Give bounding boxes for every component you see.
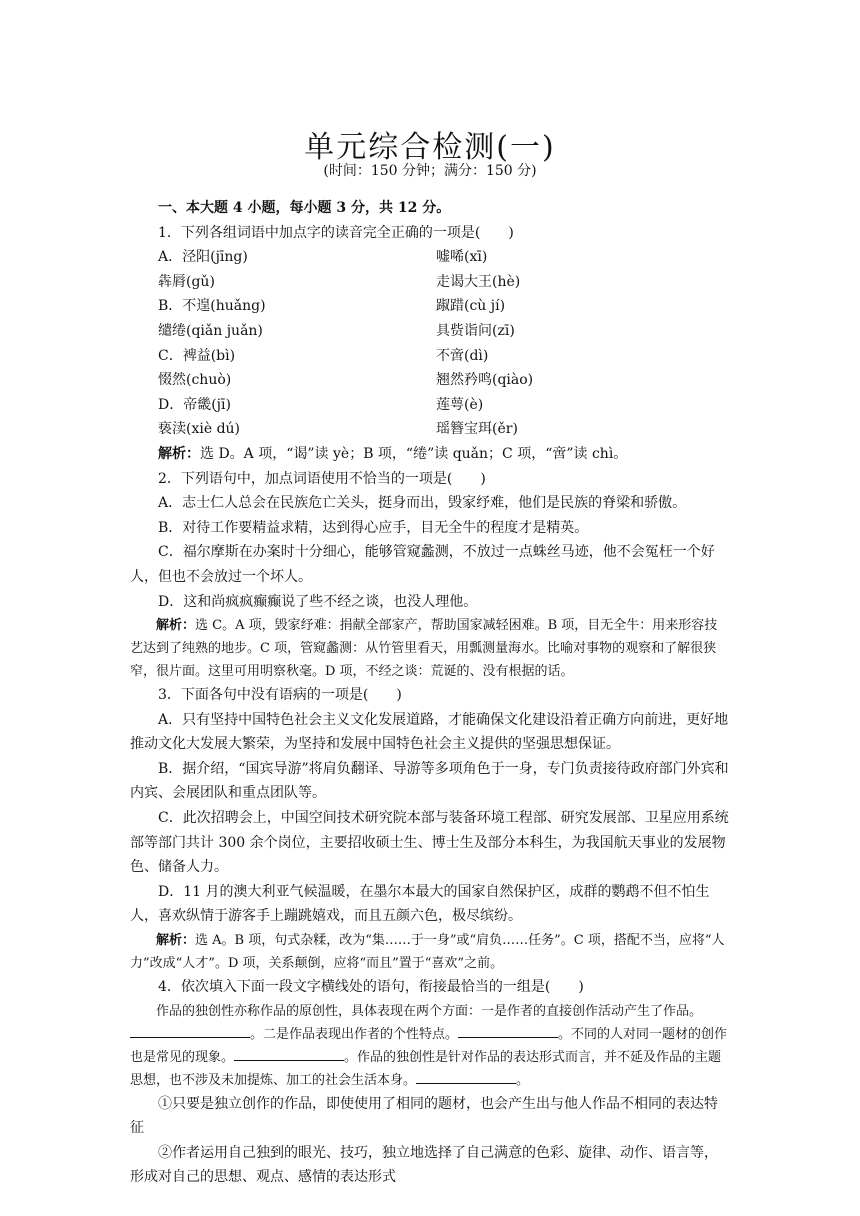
q1-item: 亵渎(xiè dú) — [158, 421, 241, 438]
analysis-label: 解析： — [156, 933, 196, 949]
passage-text: 。不同的人对同一题材的创作也是常见的现象。 — [130, 1026, 728, 1065]
q1-row — [130, 294, 730, 319]
q4-passage — [130, 1000, 730, 1092]
exam-info: (时间：150 分钟；满分：150 分) — [323, 163, 537, 179]
question-4-stem: 4．依次填入下面一段文字横线处的语句，衔接最恰当的一组是( ) — [158, 979, 584, 996]
document-body — [130, 196, 730, 1190]
q1-item: D．帝畿(jī) — [158, 396, 231, 413]
analysis-label: 解析： — [158, 445, 200, 462]
q1-item: 具赀诣问(zī) — [436, 322, 515, 339]
blank-2 — [458, 1023, 558, 1038]
q4-item-2: ②作者运用自己独到的眼光、技巧，独立地选择了自己满意的色彩、旋律、动作、语言等，形成对自己的思想、观点、感情的表达形式 — [130, 1144, 718, 1186]
q1-row — [130, 344, 730, 369]
q1-row — [130, 319, 730, 344]
question-3-stem: 3．下面各句中没有语病的一项是( ) — [158, 687, 402, 704]
q1-item: 缱绻(qiǎn juǎn) — [158, 322, 263, 339]
page-title: 单元综合检测(一) — [304, 130, 556, 165]
q1-row — [130, 368, 730, 393]
q3-option-c: C．此次招聘会上，中国空间技术研究院本部与装备环境工程部、研究发展部、卫星应用系统部等部门共计 300 余个岗位，主要招收硕士生、博士生及部分本科生，为我国航天事业的发展物色、储备人力。 — [130, 810, 729, 876]
q2-option-d: D．这和尚疯疯癫癫说了些不经之谈，也没人理他。 — [158, 593, 478, 610]
q2-option-c: C．福尔摩斯在办案时十分细心，能够管窥蠡测，不放过一点蛛丝马迹，他不会冤枉一个好人，但也不会放过一个坏人。 — [130, 544, 715, 585]
q1-item: 莲萼(è) — [436, 396, 484, 413]
passage-text: 。二是作品表现出作者的个性特点。 — [250, 1026, 459, 1042]
analysis-label: 解析： — [156, 618, 196, 634]
q1-analysis — [130, 442, 730, 467]
q2-analysis — [130, 614, 730, 683]
q1-item: 翘然矜鸣(qiào) — [436, 372, 534, 389]
analysis-text: 选 D。A 项，“谒”读 yè；B 项，“绻”读 quǎn；C 项，“啻”读 chì。 — [200, 445, 628, 462]
q1-row — [130, 270, 730, 295]
q1-row — [130, 417, 730, 442]
question-1-stem: 1．下列各组词语中加点字的读音完全正确的一项是( ) — [158, 224, 514, 241]
passage-text: 作品的独创性亦称作品的原创性，具体表现在两个方面：一是作者的直接创作活动产生了作品。 — [156, 1003, 703, 1019]
q1-item: 走谒大王(hè) — [436, 273, 521, 290]
q4-item-1: ①只要是独立创作的作品，即使使用了相同的题材，也会产生出与他人作品不相同的表达特征 — [130, 1095, 718, 1137]
q3-analysis — [130, 929, 730, 975]
q2-option-b: B．对待工作要精益求精，达到得心应手，目无全牛的程度才是精英。 — [158, 519, 589, 536]
q3-option-a: A．只有坚持中国特色社会主义文化发展道路，才能确保文化建设沿着正确方向前进，更好地推动文化大发展大繁荣，为坚持和发展中国特色社会主义提供的坚强思想保证。 — [130, 711, 729, 753]
blank-4 — [416, 1069, 516, 1084]
section-heading: 一、本大题 4 小题，每小题 3 分，共 12 分。 — [158, 200, 451, 216]
analysis-text: 选 C。A 项，毁家纾难：捐献全部家产，帮助国家减轻困难。B 项，目无全牛：用来形容技艺达到了纯熟的地步。C 项，管窥蠡测：从竹管里看天，用瓢测量海水。比喻对事物的观察和了解很狭窄，很片面。这里可用明察秋毫。D 项，不经之谈：荒诞的、没有根据的话。 — [130, 618, 718, 680]
passage-text: 。作品的独创性是针对作品的表达形式而言，并不延及作品的主题思想，也不涉及未加提炼、加工的社会生活本身。 — [130, 1049, 722, 1088]
q3-option-b: B．据介绍，“国宾导游”将肩负翻译、导游等多项角色于一身，专门负责接待政府部门外宾和内宾、会展团队和重点团队等。 — [130, 760, 729, 802]
blank-3 — [234, 1046, 344, 1061]
analysis-text: 选 A。B 项，句式杂糅，改为“集……于一身”或“肩负……任务”。C 项，搭配不当，应将“人力”改成“人才”。D 项，关系颠倒，应将“而且”置于“喜欢”之前。 — [130, 933, 725, 972]
q1-item: C．裨益(bì) — [158, 347, 236, 364]
question-2-stem: 2．下列语句中，加点词语使用不恰当的一项是( ) — [158, 470, 486, 487]
blank-1 — [130, 1023, 250, 1038]
q1-item: A．泾阳(jīng) — [158, 249, 248, 266]
q1-item: 惙然(chuò) — [158, 372, 232, 389]
q1-item: 嘘唏(xī) — [436, 249, 488, 266]
q1-item: 瑶簪宝珥(ěr) — [436, 421, 518, 438]
q3-option-d: D．11 月的澳大利亚气候温暖，在墨尔本最大的国家自然保护区，成群的鹦鹉不但不怕生人，喜欢纵情于游客手上蹦跳嬉戏，而且五颜六色，极尽缤纷。 — [130, 883, 710, 925]
q1-item: 犇脣(gǔ) — [158, 273, 215, 290]
q1-item: 踧踖(cù jí) — [436, 298, 506, 315]
q1-row — [130, 245, 730, 270]
q1-item: 不啻(dì) — [436, 347, 489, 364]
passage-text: 。 — [516, 1072, 530, 1088]
q2-option-a: A．志士仁人总会在民族危亡关头，挺身而出，毁家纾难，他们是民族的脊梁和骄傲。 — [158, 495, 687, 512]
q1-row — [130, 393, 730, 418]
q1-item: B．不遑(huǎng) — [158, 298, 266, 315]
